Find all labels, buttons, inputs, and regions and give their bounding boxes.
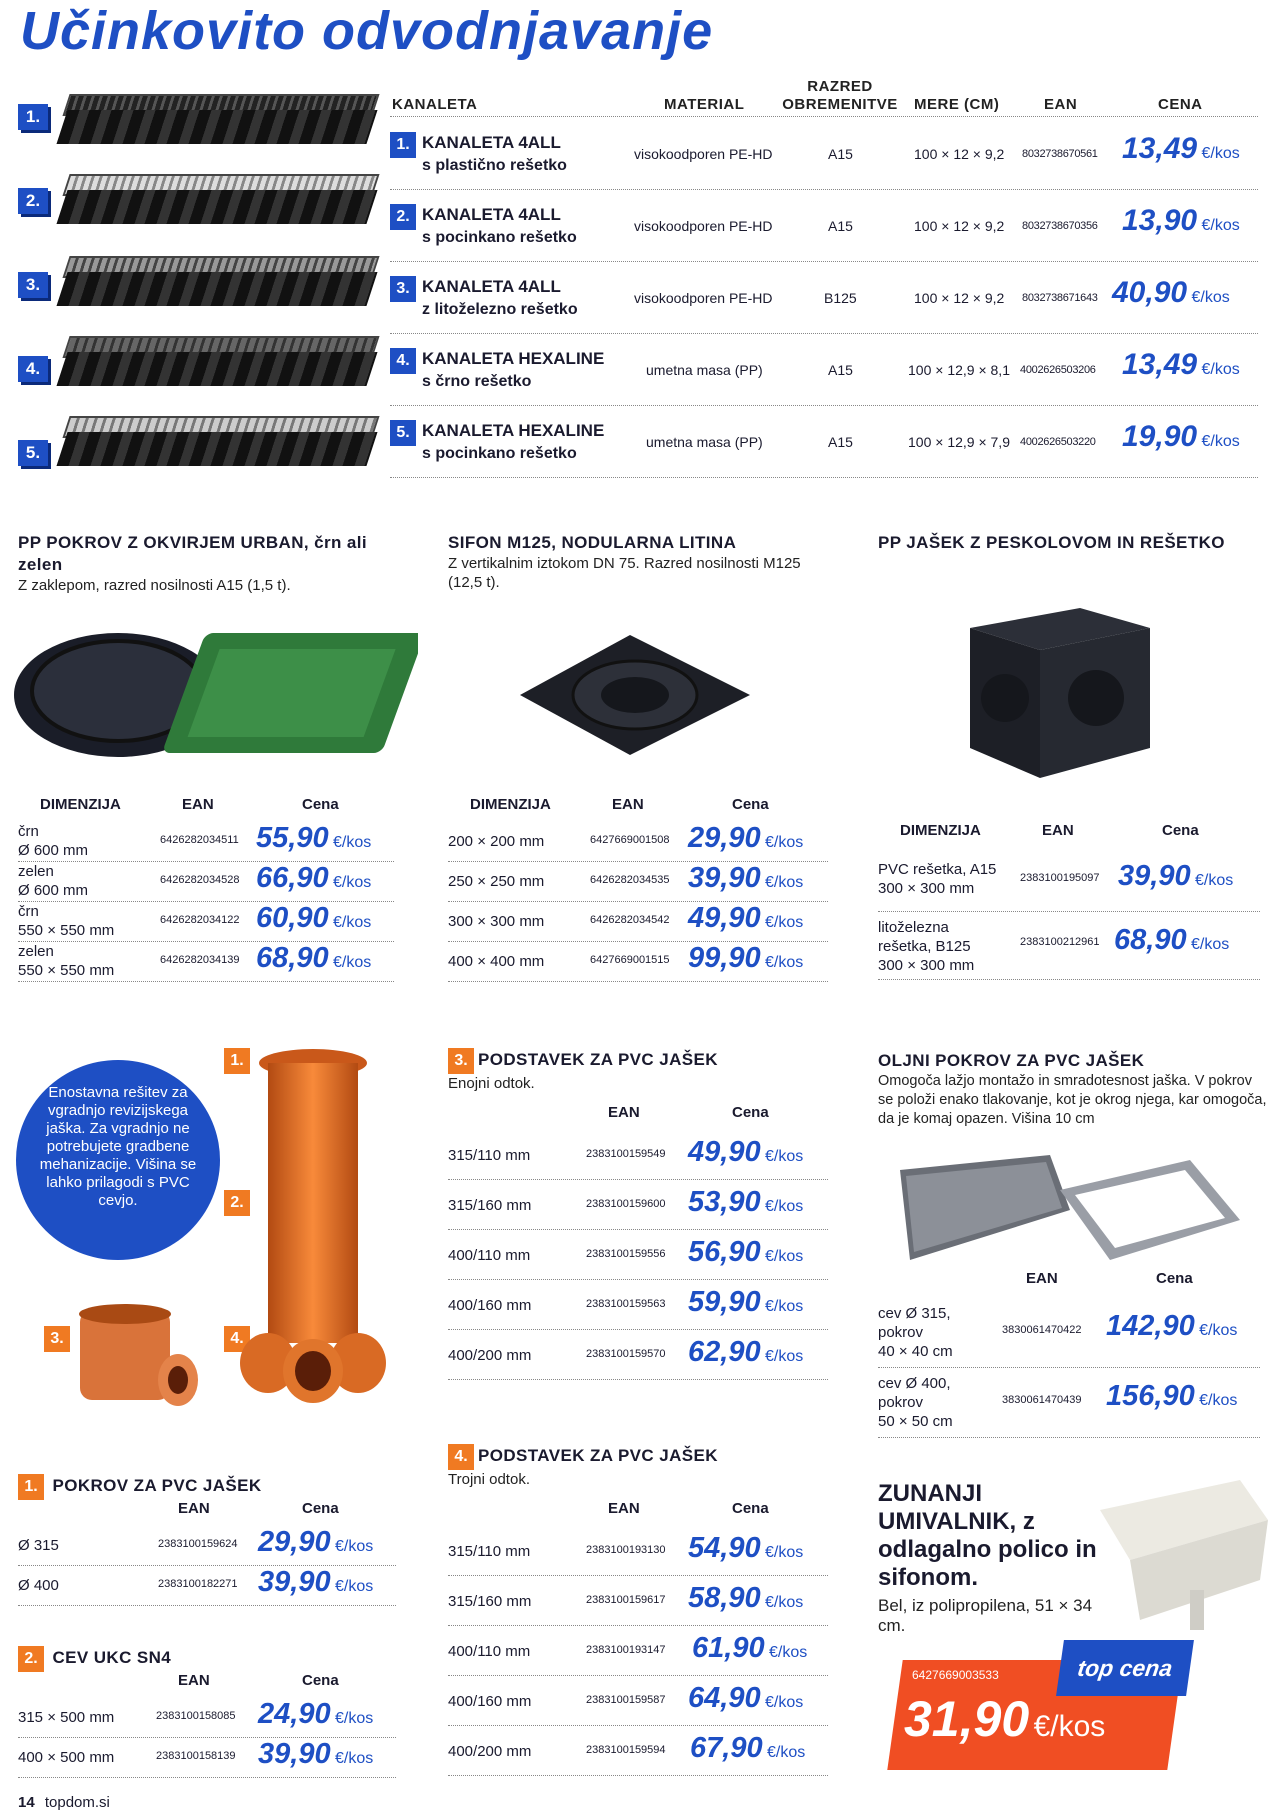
dimension: 315/110 mm bbox=[448, 1543, 531, 1560]
row-number: 5. bbox=[390, 420, 416, 446]
table-row bbox=[390, 118, 1258, 190]
col-material: MATERIAL bbox=[664, 96, 745, 113]
col-dim: DIMENZIJA bbox=[470, 796, 551, 813]
table-row bbox=[18, 862, 394, 902]
table-row bbox=[18, 1566, 396, 1606]
ean: 8032738671643 bbox=[1022, 292, 1098, 304]
dimension: zelen Ø 600 mm bbox=[18, 863, 89, 899]
table-row bbox=[448, 1676, 828, 1726]
page-number: 14 bbox=[18, 1794, 35, 1811]
price: 68,90 €/kos bbox=[256, 942, 372, 974]
jasek-title: PP JAŠEK Z PESKOLOVOM IN REŠETKO bbox=[878, 533, 1225, 552]
row-number: 3. bbox=[390, 276, 416, 302]
dimension: 400/110 mm bbox=[448, 1643, 531, 1660]
price: 56,90 €/kos bbox=[688, 1236, 804, 1268]
product-sub: s pocinkano rešetko bbox=[422, 229, 577, 246]
sifon-title: SIFON M125, NODULARNA LITINA bbox=[448, 533, 737, 552]
ean: 2383100158085 bbox=[156, 1710, 236, 1722]
col-price: Cena bbox=[732, 796, 769, 813]
sifon-subtitle: Z vertikalnim iztokom DN 75. Razred nosilnosti M125 (12,5 t). bbox=[448, 555, 801, 591]
pokrov-title: POKROV ZA PVC JAŠEK bbox=[52, 1476, 262, 1495]
product-name: KANALETA HEXALINE bbox=[422, 349, 605, 368]
table-row bbox=[448, 1280, 828, 1330]
table-row bbox=[448, 1130, 828, 1180]
table-row bbox=[878, 914, 1260, 980]
table-row bbox=[448, 1576, 828, 1626]
price: 49,90 €/kos bbox=[688, 1136, 804, 1168]
table-row bbox=[448, 822, 828, 862]
oljni-title: OLJNI POKROV ZA PVC JAŠEK bbox=[878, 1051, 1145, 1070]
table-row bbox=[448, 902, 828, 942]
table-row bbox=[448, 1626, 828, 1676]
ean: 2383100159570 bbox=[586, 1348, 666, 1360]
oljni-subtitle: Omogoča lažjo montažo in smradotesnost jaška. V pokrov se položi enako tlakovanje, kot je okrog njega, kar omogoča, da je komaj opazen. Višina 10 cm bbox=[878, 1073, 1267, 1127]
col-ean: EAN bbox=[178, 1500, 210, 1517]
table-row bbox=[448, 1330, 828, 1380]
price: 156,90 €/kos bbox=[1106, 1380, 1238, 1412]
ean: 2383100159587 bbox=[586, 1694, 666, 1706]
covers-subtitle: Z zaklepom, razred nosilnosti A15 (1,5 t). bbox=[18, 577, 291, 594]
table-row bbox=[878, 1300, 1260, 1368]
dimension: 400/110 mm bbox=[448, 1247, 531, 1264]
col-ean: EAN bbox=[608, 1500, 640, 1517]
pipe-badge-1: 1. bbox=[224, 1048, 250, 1074]
table-row bbox=[448, 942, 828, 982]
material: visokoodporen PE-HD bbox=[634, 146, 773, 162]
table-row bbox=[878, 856, 1260, 912]
col-price: Cena bbox=[1162, 822, 1199, 839]
table-row bbox=[448, 1726, 828, 1776]
price: 58,90 €/kos bbox=[688, 1582, 804, 1614]
base-image bbox=[70, 1300, 200, 1420]
channel-badge-1: 1. bbox=[18, 104, 48, 130]
sifon-image bbox=[500, 625, 770, 775]
channel-image-3 bbox=[62, 250, 372, 310]
pipe-badge-2: 2. bbox=[224, 1190, 250, 1216]
ean: 2383100158139 bbox=[156, 1750, 236, 1762]
price: 13,49 €/kos bbox=[1122, 348, 1240, 381]
oljni-section bbox=[878, 1050, 1268, 1129]
ean: 6426282034139 bbox=[160, 954, 240, 966]
dimension: litoželezna rešetka, B125 300 × 300 mm bbox=[878, 919, 975, 974]
channel-badge-5: 5. bbox=[18, 440, 48, 466]
podstavek3-number: 4. bbox=[448, 1444, 474, 1470]
cev-number: 2. bbox=[18, 1646, 44, 1672]
col-ean: EAN bbox=[612, 796, 644, 813]
ean: 3830061470439 bbox=[1002, 1394, 1082, 1406]
cev-section bbox=[18, 1646, 171, 1672]
price: 19,90 €/kos bbox=[1122, 420, 1240, 453]
material: umetna masa (PP) bbox=[646, 434, 763, 450]
ean: 2383100159617 bbox=[586, 1594, 666, 1606]
price: 61,90 €/kos bbox=[692, 1632, 808, 1664]
price: 64,90 €/kos bbox=[688, 1682, 804, 1714]
dimensions: 100 × 12 × 9,2 bbox=[914, 146, 1005, 162]
row-number: 1. bbox=[390, 132, 416, 158]
cev-title: CEV UKC SN4 bbox=[52, 1648, 172, 1667]
price: 39,90 €/kos bbox=[258, 1566, 374, 1598]
sifon-section bbox=[448, 532, 808, 592]
ean: 4002626503206 bbox=[1020, 364, 1096, 376]
info-bubble: Enostavna rešitev za vgradnjo revizijskega jaška. Za vgradnjo ne potrebujete gradbene mehanizacije. Višina se lahko prilagodi s PVC cevjo. bbox=[16, 1060, 220, 1260]
jasek-section bbox=[878, 532, 1268, 554]
price: 142,90 €/kos bbox=[1106, 1310, 1238, 1342]
table-row bbox=[448, 1526, 828, 1576]
dimensions: 100 × 12,9 × 7,9 bbox=[908, 434, 1010, 450]
price: 55,90 €/kos bbox=[256, 822, 372, 854]
material: umetna masa (PP) bbox=[646, 362, 763, 378]
dimension: črn 550 × 550 mm bbox=[18, 903, 115, 939]
pokrov-number: 1. bbox=[18, 1474, 44, 1500]
col-ean: EAN bbox=[1042, 822, 1074, 839]
ean: 6426282034542 bbox=[590, 914, 670, 926]
price: 40,90 €/kos bbox=[1112, 276, 1230, 309]
load-class: A15 bbox=[828, 218, 853, 234]
channel-badge-2: 2. bbox=[18, 188, 48, 214]
price: 39,90 €/kos bbox=[258, 1738, 374, 1770]
price: 62,90 €/kos bbox=[688, 1336, 804, 1368]
price: 66,90 €/kos bbox=[256, 862, 372, 894]
price: 39,90 €/kos bbox=[1118, 860, 1234, 892]
ean: 6427669001515 bbox=[590, 954, 670, 966]
dimension: 315/160 mm bbox=[448, 1593, 532, 1610]
covers-section bbox=[18, 532, 378, 595]
umivalnik-ean: 6427669003533 bbox=[912, 1668, 999, 1682]
ean: 2383100159549 bbox=[586, 1148, 666, 1160]
ean: 4002626503220 bbox=[1020, 436, 1096, 448]
price: 68,90 €/kos bbox=[1114, 924, 1230, 956]
dimension: 400/200 mm bbox=[448, 1743, 532, 1760]
podstavek1-number: 3. bbox=[448, 1048, 474, 1074]
col-ean: EAN bbox=[1026, 1270, 1058, 1287]
price: 29,90 €/kos bbox=[258, 1526, 374, 1558]
dimensions: 100 × 12 × 9,2 bbox=[914, 218, 1005, 234]
dimension: 315/110 mm bbox=[448, 1147, 531, 1164]
ean: 2383100193130 bbox=[586, 1544, 666, 1556]
dimension: 250 × 250 mm bbox=[448, 873, 545, 890]
umivalnik-price: 31,90 €/kos bbox=[904, 1691, 1106, 1747]
dimension: 400/200 mm bbox=[448, 1347, 532, 1364]
ean: 2383100212961 bbox=[1020, 936, 1100, 948]
dimension: 400/160 mm bbox=[448, 1297, 532, 1314]
table-row bbox=[18, 902, 394, 942]
podstavek1-section bbox=[448, 1048, 828, 1093]
col-ean: EAN bbox=[608, 1104, 640, 1121]
dimension: cev Ø 400, pokrov 50 × 50 cm bbox=[878, 1375, 953, 1430]
ean: 2383100195097 bbox=[1020, 872, 1100, 884]
sink-image bbox=[1090, 1470, 1270, 1640]
col-price: Cena bbox=[302, 796, 339, 813]
dimension: črn Ø 600 mm bbox=[18, 823, 89, 859]
col-price: Cena bbox=[302, 1672, 339, 1689]
ean: 8032738670356 bbox=[1022, 220, 1098, 232]
umivalnik-title: ZUNANJI UMIVALNIK, z odlagalno polico in sifonom. bbox=[878, 1480, 1097, 1591]
product-sub: s črno rešetko bbox=[422, 373, 532, 390]
product-name: KANALETA HEXALINE bbox=[422, 421, 605, 440]
table-row bbox=[390, 190, 1258, 262]
table-row bbox=[878, 1370, 1260, 1438]
pokrov-section bbox=[18, 1474, 262, 1500]
load-class: A15 bbox=[828, 146, 853, 162]
channel-image-4 bbox=[62, 330, 372, 390]
table-row bbox=[390, 406, 1258, 478]
price: 13,90 €/kos bbox=[1122, 204, 1240, 237]
ean: 2383100159594 bbox=[586, 1744, 666, 1756]
table-row bbox=[448, 1230, 828, 1280]
col-dim: DIMENZIJA bbox=[900, 822, 981, 839]
channel-image-2 bbox=[62, 168, 372, 228]
material: visokoodporen PE-HD bbox=[634, 218, 773, 234]
dimension: PVC rešetka, A15 300 × 300 mm bbox=[878, 861, 997, 897]
jasek-image bbox=[960, 598, 1160, 788]
podstavek3-subtitle: Trojni odtok. bbox=[448, 1471, 530, 1488]
manhole-covers-image bbox=[8, 615, 418, 775]
dimension: Ø 315 bbox=[18, 1537, 59, 1554]
price: 49,90 €/kos bbox=[688, 902, 804, 934]
top-cena-badge: top cena bbox=[1056, 1640, 1194, 1696]
product-sub: s pocinkano rešetko bbox=[422, 445, 577, 462]
col-price: Cena bbox=[302, 1500, 339, 1517]
price: 59,90 €/kos bbox=[688, 1286, 804, 1318]
dimension: 300 × 300 mm bbox=[448, 913, 545, 930]
channel-badge-4: 4. bbox=[18, 356, 48, 382]
table-row bbox=[390, 262, 1258, 334]
col-ean: EAN bbox=[1044, 96, 1078, 113]
ean: 8032738670561 bbox=[1022, 148, 1098, 160]
dimension: 200 × 200 mm bbox=[448, 833, 545, 850]
table-row bbox=[18, 1526, 396, 1566]
podstavek3-section bbox=[448, 1444, 828, 1489]
row-number: 2. bbox=[390, 204, 416, 230]
dimension: 400 × 500 mm bbox=[18, 1749, 115, 1766]
table-row bbox=[448, 862, 828, 902]
dimension: 400/160 mm bbox=[448, 1693, 532, 1710]
podstavek3-title: PODSTAVEK ZA PVC JAŠEK bbox=[478, 1446, 718, 1465]
table-row bbox=[18, 1738, 396, 1778]
podstavek1-title: PODSTAVEK ZA PVC JAŠEK bbox=[478, 1050, 718, 1069]
dimension: Ø 400 bbox=[18, 1577, 59, 1594]
ean: 6427669001508 bbox=[590, 834, 670, 846]
col-load: RAZRED OBREMENITVE bbox=[782, 78, 898, 113]
price: 39,90 €/kos bbox=[688, 862, 804, 894]
channel-image-1 bbox=[62, 88, 372, 148]
dimension: 315/160 mm bbox=[448, 1197, 532, 1214]
covers-title: PP POKROV Z OKVIRJEM URBAN, črn ali zelen bbox=[18, 533, 368, 574]
pipe-badge-3: 3. bbox=[44, 1326, 70, 1352]
dimensions: 100 × 12 × 9,2 bbox=[914, 290, 1005, 306]
price: 99,90 €/kos bbox=[688, 942, 804, 974]
ean: 3830061470422 bbox=[1002, 1324, 1082, 1336]
col-price: CENA bbox=[1158, 96, 1203, 113]
col-kanaleta: KANALETA bbox=[392, 96, 478, 113]
col-price: Cena bbox=[1156, 1270, 1193, 1287]
ean: 2383100193147 bbox=[586, 1644, 666, 1656]
dimensions: 100 × 12,9 × 8,1 bbox=[908, 362, 1010, 378]
table-row bbox=[390, 334, 1258, 406]
table-row bbox=[18, 942, 394, 982]
col-dims: MERE (CM) bbox=[914, 96, 1000, 113]
channel-badge-3: 3. bbox=[18, 272, 48, 298]
row-number: 4. bbox=[390, 348, 416, 374]
col-dim: DIMENZIJA bbox=[40, 796, 121, 813]
ean: 6426282034122 bbox=[160, 914, 240, 926]
ean: 2383100182271 bbox=[158, 1578, 238, 1590]
ean: 6426282034535 bbox=[590, 874, 670, 886]
footer bbox=[18, 1794, 110, 1811]
dimension: zelen 550 × 550 mm bbox=[18, 943, 115, 979]
load-class: B125 bbox=[824, 290, 857, 306]
umivalnik-subtitle: Bel, iz polipropilena, 51 × 34 cm. bbox=[878, 1596, 1093, 1635]
load-class: A15 bbox=[828, 362, 853, 378]
ean: 6426282034511 bbox=[160, 834, 239, 846]
dimension: 315 × 500 mm bbox=[18, 1709, 115, 1726]
ean: 6426282034528 bbox=[160, 874, 240, 886]
col-price: Cena bbox=[732, 1104, 769, 1121]
product-sub: s plastično rešetko bbox=[422, 157, 567, 174]
site-link[interactable]: topdom.si bbox=[44, 1794, 110, 1811]
product-sub: z litoželezno rešetko bbox=[422, 301, 578, 318]
price: 53,90 €/kos bbox=[688, 1186, 804, 1218]
col-ean: EAN bbox=[182, 796, 214, 813]
ean: 2383100159556 bbox=[586, 1248, 666, 1260]
price: 54,90 €/kos bbox=[688, 1532, 804, 1564]
dimension: cev Ø 315, pokrov 40 × 40 cm bbox=[878, 1305, 953, 1360]
load-class: A15 bbox=[828, 434, 853, 450]
product-name: KANALETA 4ALL bbox=[422, 277, 561, 296]
price: 60,90 €/kos bbox=[256, 902, 372, 934]
ean: 2383100159624 bbox=[158, 1538, 238, 1550]
page-title: Učinkovito odvodnjavanje bbox=[20, 1, 714, 61]
price: 24,90 €/kos bbox=[258, 1698, 374, 1730]
pipe-image bbox=[238, 1045, 388, 1405]
product-name: KANALETA 4ALL bbox=[422, 133, 561, 152]
price: 67,90 €/kos bbox=[690, 1732, 806, 1764]
oljni-image bbox=[900, 1150, 1260, 1280]
table-row bbox=[18, 1698, 396, 1738]
table-row bbox=[448, 1180, 828, 1230]
product-name: KANALETA 4ALL bbox=[422, 205, 561, 224]
price: 29,90 €/kos bbox=[688, 822, 804, 854]
umivalnik-section bbox=[878, 1480, 1098, 1636]
podstavek1-subtitle: Enojni odtok. bbox=[448, 1075, 535, 1092]
table-row bbox=[18, 822, 394, 862]
col-ean: EAN bbox=[178, 1672, 210, 1689]
col-price: Cena bbox=[732, 1500, 769, 1517]
pipe-badge-4: 4. bbox=[224, 1326, 250, 1352]
price: 13,49 €/kos bbox=[1122, 132, 1240, 165]
material: visokoodporen PE-HD bbox=[634, 290, 773, 306]
dimension: 400 × 400 mm bbox=[448, 953, 545, 970]
ean: 2383100159600 bbox=[586, 1198, 666, 1210]
channel-image-5 bbox=[62, 410, 372, 470]
ean: 2383100159563 bbox=[586, 1298, 666, 1310]
